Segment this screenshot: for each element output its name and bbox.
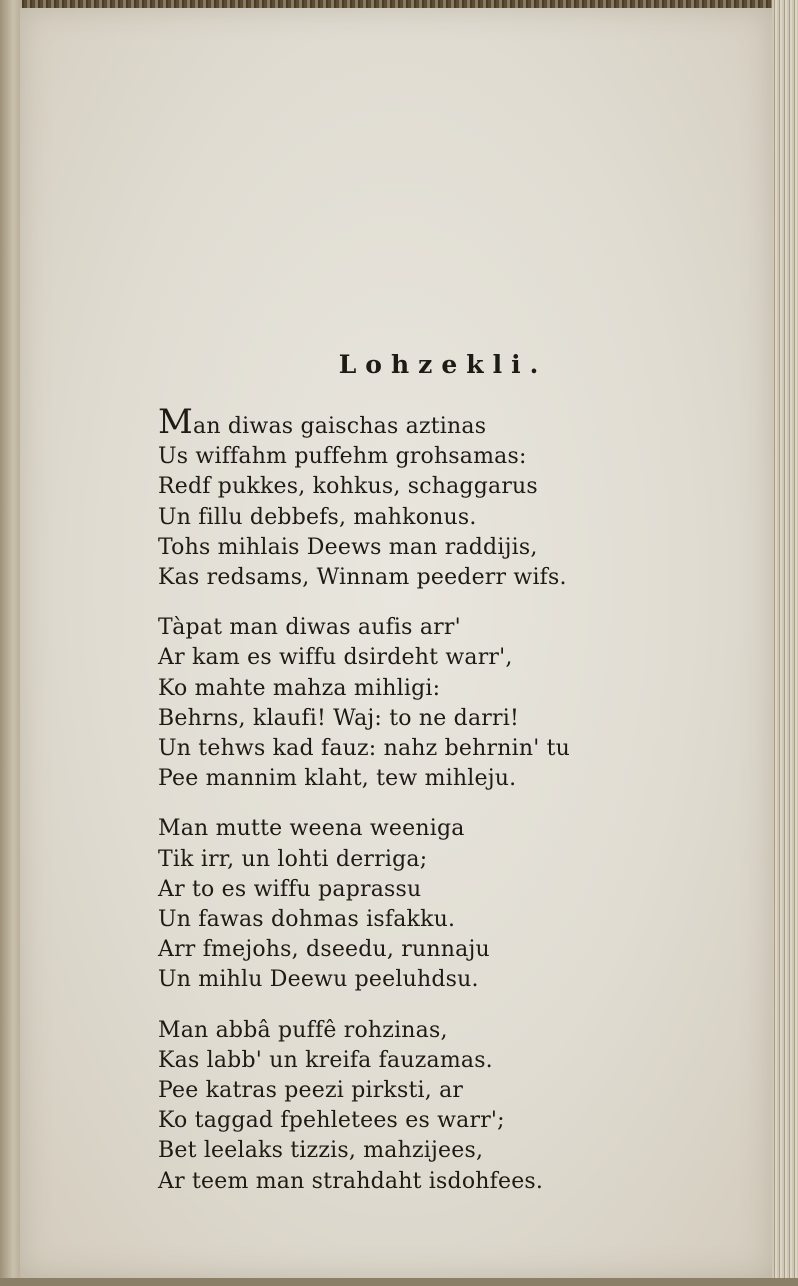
stanza-2 (158, 613, 570, 794)
bottom-page-edge (0, 1278, 798, 1286)
poem-line: Ar teem man strahdaht isdohfees. (158, 1168, 544, 1194)
poem-line: Un fillu debbefs, mahkonus. (158, 504, 477, 530)
poem-line: Arr fmejohs, dseedu, runnaju (158, 937, 490, 963)
poem-line: Tàpat man diwas aufis arr' (158, 615, 461, 641)
stanza-4 (158, 1016, 570, 1197)
poem-line: Ar kam es wiffu dsirdeht warr', (158, 645, 513, 671)
poem-line: Kas redsams, Winnam peederr wifs. (158, 565, 567, 591)
poem-title: Lohzekli. (338, 350, 548, 379)
poem-line: Ko taggad fpehletees es warr'; (158, 1108, 505, 1134)
poem-line: Us wiffahm puffehm grohsamas: (158, 444, 527, 470)
poem-line: Pee katras peezi pirksti, ar (158, 1078, 464, 1104)
poem-line: Tohs mihlais Deews man raddijis, (158, 534, 538, 560)
page-stack-edge (772, 0, 798, 1286)
poem-line: Kas labb' un kreifa fauzamas. (158, 1047, 493, 1073)
poem-line: Un fawas dohmas isfakku. (158, 907, 456, 933)
poem-body (158, 402, 571, 1217)
poem-line: Ar to es wiffu paprassu (158, 876, 422, 902)
poem-line: Tik irr, un lohti derriga; (158, 846, 428, 872)
poem-line: Behrns, klaufi! Waj: to ne darri! (158, 705, 519, 731)
stanza-1 (158, 402, 570, 593)
poem-line: Redf pukkes, kohkus, schaggarus (158, 474, 538, 500)
stanza-3 (158, 814, 570, 995)
poem-line: Man mutte weena weeniga (158, 816, 465, 842)
poem-line: Pee mannim klaht, tew mihleju. (158, 766, 517, 792)
poem-line: Bet leelaks tizzis, mahzijees, (158, 1138, 484, 1164)
poem-line: Un tehws kad fauz: nahz behrnin' tu (158, 736, 571, 762)
poem-line: Man abbâ puffê rohzinas, (158, 1017, 448, 1043)
poem-line: Man diwas gaischas aztinas (158, 402, 487, 442)
left-page-edge (0, 0, 22, 1286)
poem-line: Un mihlu Deewu peeluhdsu. (158, 967, 479, 993)
poem-line: Ko mahte mahza mihligi: (158, 675, 441, 701)
